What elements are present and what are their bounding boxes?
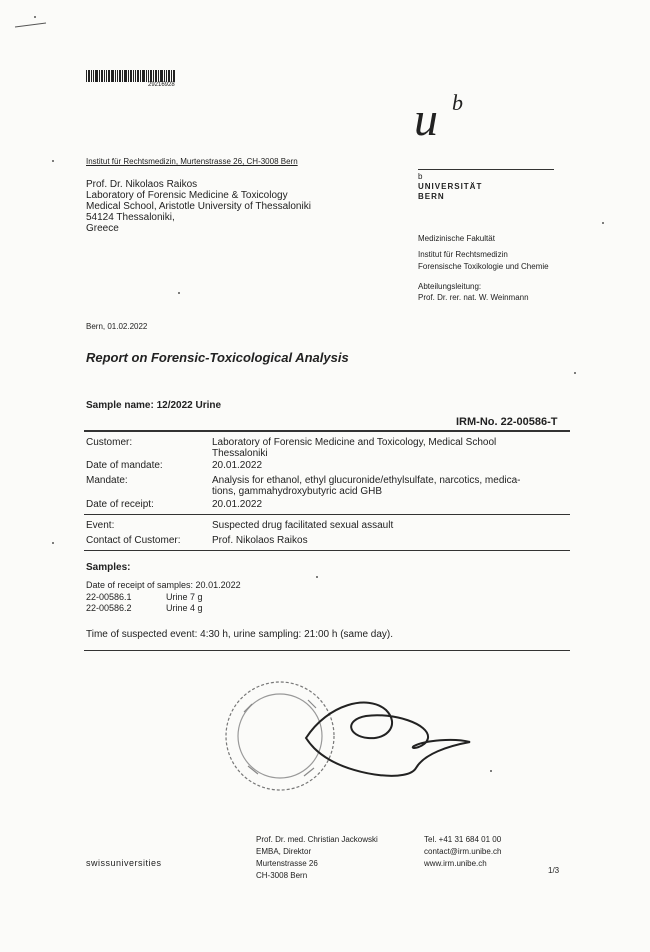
page-number: 1/3 xyxy=(548,866,560,875)
university-name: UNIVERSITÄT xyxy=(418,182,483,191)
university-logo-superscript: b xyxy=(452,90,463,115)
university-small-b: b xyxy=(418,172,423,181)
head-label: Abteilungsleitung: xyxy=(418,282,482,291)
scan-speck xyxy=(574,372,576,374)
scan-speck xyxy=(316,576,318,578)
scan-speck xyxy=(602,222,604,224)
swissuniversities-logo: swissuniversities xyxy=(86,858,162,868)
logo-rule xyxy=(418,169,554,170)
institute-name: Institut für Rechtsmedizin xyxy=(418,250,508,259)
faculty: Medizinische Fakultät xyxy=(418,234,495,243)
institute-department: Forensische Toxikologie und Chemie xyxy=(418,262,549,271)
official-stamp-and-signature xyxy=(218,676,498,802)
table-bottom-rule xyxy=(84,550,570,551)
director-city: CH-3008 Bern xyxy=(256,871,308,880)
handwritten-signature xyxy=(306,703,470,776)
customer-value-line: Thessaloniki xyxy=(212,448,268,459)
contact-value: Prof. Nikolaos Raikos xyxy=(212,535,308,546)
recipient-line: Prof. Dr. Nikolaos Raikos xyxy=(86,179,198,190)
contact-website: www.irm.unibe.ch xyxy=(424,859,487,868)
event-value: Suspected drug facilitated sexual assault xyxy=(212,520,394,531)
customer-value xyxy=(212,437,496,459)
head-name: Prof. Dr. rer. nat. W. Weinmann xyxy=(418,293,529,302)
contact-email: contact@irm.unibe.ch xyxy=(424,847,502,856)
irm-number: IRM-No. 22-00586-T xyxy=(456,416,558,428)
samples-bottom-rule xyxy=(84,650,570,651)
scan-speck xyxy=(52,542,54,544)
samples-receipt-line: Date of receipt of samples: 20.01.2022 xyxy=(86,580,241,590)
sample-name: Sample name: 12/2022 Urine xyxy=(86,400,222,411)
scan-speck xyxy=(52,160,54,162)
barcode xyxy=(86,70,190,82)
sender-address: Institut für Rechtsmedizin, Murtenstrasse 26, CH-3008 Bern xyxy=(86,157,298,166)
table-mid-rule xyxy=(84,514,570,515)
customer-label: Customer: xyxy=(86,437,133,448)
sample-id: 22-00586.2 xyxy=(86,603,132,613)
sample-desc: Urine 4 g xyxy=(166,603,203,613)
recipient-line: Medical School, Aristotle University of Thessaloniki xyxy=(86,201,311,212)
date-line: Bern, 01.02.2022 xyxy=(86,322,148,331)
contact-label: Contact of Customer: xyxy=(86,535,181,546)
university-logo: u xyxy=(414,93,438,146)
customer-value-line: Laboratory of Forensic Medicine and Toxicology, Medical School xyxy=(212,437,497,448)
contact-phone: Tel. +41 31 684 01 00 xyxy=(424,835,502,844)
scan-speck xyxy=(34,16,36,18)
mandate-label: Mandate: xyxy=(86,475,128,486)
mandate-value-line: tions, gammahydroxybutyric acid GHB xyxy=(212,486,383,497)
receipt-value: 20.01.2022 xyxy=(212,499,263,510)
event-time-line: Time of suspected event: 4:30 h, urine sampling: 21:00 h (same day). xyxy=(86,629,394,640)
barcode-number: 29216928 xyxy=(148,82,175,88)
sample-desc: Urine 7 g xyxy=(166,592,203,602)
recipient-address xyxy=(86,179,311,234)
director-name: Prof. Dr. med. Christian Jackowski xyxy=(256,835,378,844)
mandate-value xyxy=(212,475,521,497)
samples-heading: Samples: xyxy=(86,562,131,573)
scan-mark xyxy=(14,20,48,30)
director-block xyxy=(256,834,378,882)
report-title: Report on Forensic-Toxicological Analysis xyxy=(86,350,349,365)
receipt-label: Date of receipt: xyxy=(86,499,154,510)
mandate-date-value: 20.01.2022 xyxy=(212,460,263,471)
recipient-line: 54124 Thessaloniki, xyxy=(86,212,175,223)
official-stamp xyxy=(226,682,334,790)
event-label: Event: xyxy=(86,520,115,531)
university-city: BERN xyxy=(418,192,445,201)
sample-id: 22-00586.1 xyxy=(86,592,132,602)
director-street: Murtenstrasse 26 xyxy=(256,859,318,868)
table-top-rule xyxy=(84,430,570,432)
contact-block xyxy=(424,834,502,870)
recipient-line: Laboratory of Forensic Medicine & Toxicology xyxy=(86,190,288,201)
director-title: EMBA, Direktor xyxy=(256,847,312,856)
scan-speck xyxy=(178,292,180,294)
mandate-date-label: Date of mandate: xyxy=(86,460,163,471)
mandate-value-line: Analysis for ethanol, ethyl glucuronide/ethylsulfate, narcotics, medica- xyxy=(212,475,521,486)
recipient-line: Greece xyxy=(86,223,119,234)
